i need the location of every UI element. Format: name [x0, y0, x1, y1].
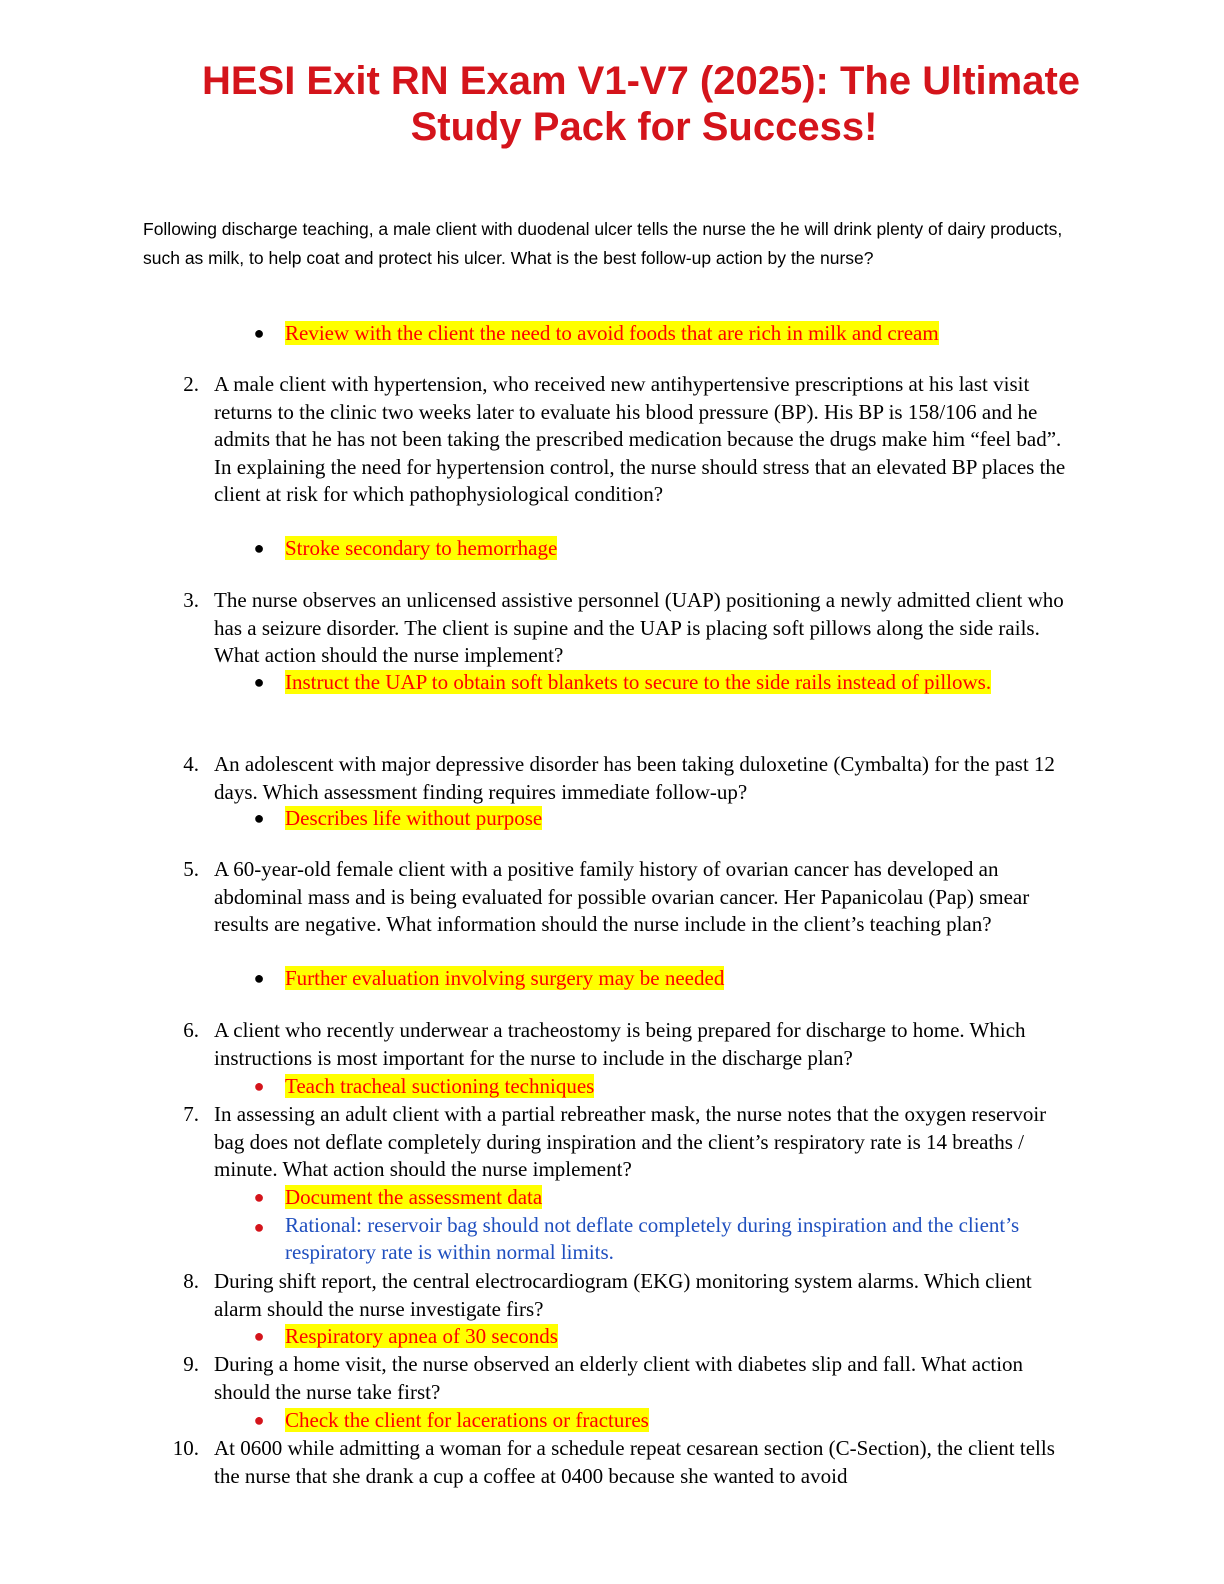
question-text: A male client with hypertension, who received new antihypertensive prescriptions at his last visit returns to the clinic two weeks later to evaluate his blood pressure (BP). His BP is 158/106 and he admits that he has not been taking the prescribed medication because the drugs make him “feel bad”. In explaining the need for hypertension control, the nurse should stress that an elevated BP places the client at risk for which pathophysiological condition?: [214, 372, 1066, 506]
bullet-icon: ●: [253, 968, 265, 988]
bullet-icon: ●: [253, 1217, 265, 1237]
question-number: 3.: [183, 588, 199, 612]
question-text: In assessing an adult client with a partial rebreather mask, the nurse notes that the oxygen reservoir bag does not deflate completely during inspiration and the client’s respiratory rate is 14 breaths / minute. What action should the nurse implement?: [214, 1102, 1047, 1181]
answer-text: Teach tracheal suctioning techniques: [285, 1074, 595, 1098]
question-text: An adolescent with major depressive disorder has been taking duloxetine (Cymbalta) for the past 12 days. Which assessment finding requires immediate follow-up?: [214, 752, 1055, 804]
question-number: 9.: [183, 1352, 199, 1376]
question-number: 10.: [172, 1436, 199, 1460]
answer-text: Review with the client the need to avoid foods that are rich in milk and cream: [285, 321, 939, 345]
answer-text: Instruct the UAP to obtain soft blankets to secure to the side rails instead of pillows.: [285, 670, 992, 694]
document-title: [0, 58, 1224, 150]
bullet-icon: ●: [253, 1076, 265, 1096]
question-text: The nurse observes an unlicensed assistive personnel (UAP) positioning a newly admitted client who has a seizure disorder. The client is supine and the UAP is placing soft pillows along the side rails. What action should the nurse implement?: [214, 588, 1064, 667]
bullet-icon: ●: [253, 672, 265, 692]
bullet-icon: ●: [253, 538, 265, 558]
bullet-icon: ●: [253, 808, 265, 828]
question-number: 8.: [183, 1269, 199, 1293]
question-number: 7.: [183, 1102, 199, 1126]
bullet-icon: ●: [253, 323, 265, 343]
question-text: At 0600 while admitting a woman for a schedule repeat cesarean section (C-Section), the client tells the nurse that she drank a cup a coffee at 0400 because she wanted to avoid: [214, 1436, 1055, 1488]
answer-text: Describes life without purpose: [285, 806, 543, 830]
question-number: 2.: [183, 372, 199, 396]
title-line-1: HESI Exit RN Exam V1-V7 (2025): The Ultimate: [201, 59, 1081, 103]
title-line-2: Study Pack for Success!: [410, 105, 878, 149]
rationale-text: Rational: reservoir bag should not deflate completely during inspiration and the client’s respiratory rate is within normal limits.: [285, 1213, 1020, 1264]
answer-text: Respiratory apnea of 30 seconds: [285, 1324, 558, 1348]
question-number: 4.: [183, 752, 199, 776]
question-text: During shift report, the central electrocardiogram (EKG) monitoring system alarms. Which client alarm should the nurse investigate firs?: [214, 1269, 1032, 1321]
bullet-icon: ●: [253, 1410, 265, 1430]
question-number: 5.: [183, 857, 199, 881]
question-text: A 60-year-old female client with a positive family history of ovarian cancer has developed an abdominal mass and is being evaluated for possible ovarian cancer. Her Papanicolau (Pap) smear results are negative. What information should the nurse include in the client’s teaching plan?: [214, 857, 1030, 936]
answer-text: Document the assessment data: [285, 1185, 543, 1209]
intro-question: Following discharge teaching, a male client with duodenal ulcer tells the nurse the he will drink plenty of dairy products, such as milk, to help coat and protect his ulcer. What is the best follow-up action by the nurse?: [143, 219, 1063, 268]
answer-text: Stroke secondary to hemorrhage: [285, 536, 558, 560]
bullet-icon: ●: [253, 1187, 265, 1207]
answer-text: Check the client for lacerations or fractures: [285, 1408, 649, 1432]
question-text: A client who recently underwear a tracheostomy is being prepared for discharge to home. Which instructions is most important for the nurse to include in the discharge plan?: [214, 1018, 1026, 1070]
question-number: 6.: [183, 1018, 199, 1042]
answer-text: Further evaluation involving surgery may be needed: [285, 966, 725, 990]
question-text: During a home visit, the nurse observed an elderly client with diabetes slip and fall. What action should the nurse take first?: [214, 1352, 1024, 1404]
bullet-icon: ●: [253, 1326, 265, 1346]
